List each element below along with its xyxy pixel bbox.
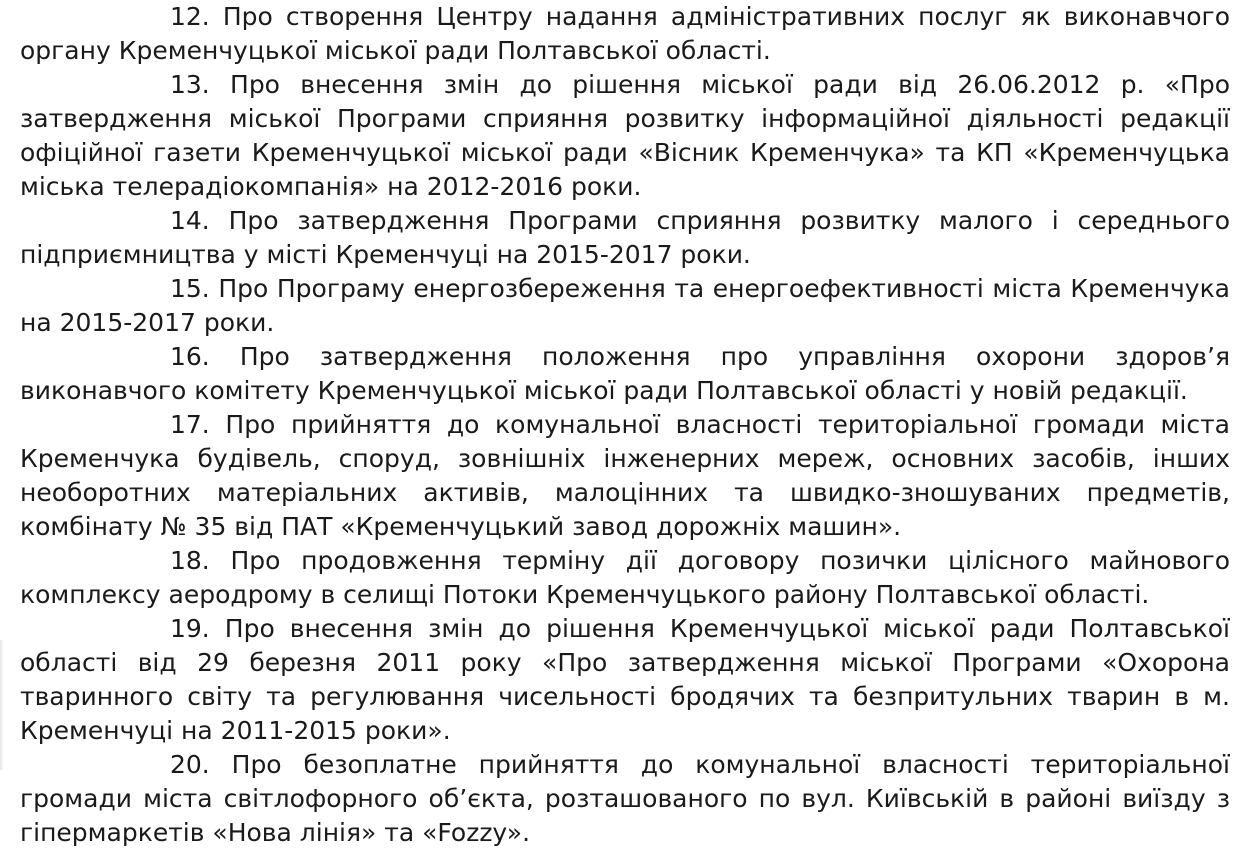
item-text: Про продовження терміну дії договору позички цілісного майнового комплексу аеродрому в селищі Потоки Кременчуцького району Полтавської області.	[20, 546, 1230, 609]
item-number: 15.	[170, 274, 210, 303]
item-number: 20.	[170, 750, 210, 779]
item-number: 18.	[170, 546, 210, 575]
item-text: Про затвердження Програми сприяння розвитку малого і середнього підприємництва у місті Кременчуці на 2015-2017 роки.	[20, 206, 1230, 269]
item-text: Про затвердження положення про управління охорони здоров’я виконавчого комітету Кременчуцької міської ради Полтавської області у новій редакції.	[20, 342, 1230, 405]
item-text: Про безоплатне прийняття до комунальної власності територіальної громади міста світлофорного об’єкта, розташованого по вул. Київській в районі виїзду з гіпермаркетів «Нова лінія» та «Fozzy».	[20, 750, 1230, 847]
item-number: 17.	[170, 410, 210, 439]
item-number: 12.	[170, 2, 210, 31]
list-item-17	[20, 408, 1230, 544]
item-number: 19.	[170, 614, 210, 643]
item-text: Про Програму енергозбереження та енергоефективності міста Кременчука на 2015-2017 роки.	[20, 274, 1230, 337]
list-item-18	[20, 544, 1230, 612]
item-text: Про прийняття до комунальної власності територіальної громади міста Кременчука будівель, споруд, зовнішніх інженерних мереж, основних засобів, інших необоротних матеріальних активів, малоцінних та швидко-зношуваних предметів, комбінату № 35 від ПАТ «Кременчуцький завод дорожніх машин».	[20, 410, 1230, 541]
item-text: Про створення Центру надання адміністративних послуг як виконавчого органу Кременчуцької міської ради Полтавської області.	[20, 2, 1230, 65]
item-number: 13.	[170, 70, 210, 99]
list-item-16	[20, 340, 1230, 408]
window-edge-shadow	[0, 640, 4, 770]
document-page	[20, 0, 1230, 857]
item-number: 14.	[170, 206, 210, 235]
list-item-20	[20, 748, 1230, 850]
item-text: Про внесення змін до рішення міської ради від 26.06.2012 р. «Про затвердження міської Програми сприяння розвитку інформаційної діяльності редакції офіційної газети Кременчуцької міської ради «Вісник Кременчука» та КП «Кременчуцька міська телерадіокомпанія» на 2012-2016 роки.	[20, 70, 1230, 201]
list-item-12	[20, 0, 1230, 68]
list-item-13	[20, 68, 1230, 204]
list-item-15	[20, 272, 1230, 340]
item-text: Про внесення змін до рішення Кременчуцької міської ради Полтавської області від 29 березня 2011 року «Про затвердження міської Програми «Охорона тваринного світу та регулювання чисельності бродячих та безпритульних тварин в м. Кременчуці на 2011-2015 роки».	[20, 614, 1230, 745]
list-item-19	[20, 612, 1230, 748]
item-number: 16.	[170, 342, 210, 371]
list-item-14	[20, 204, 1230, 272]
